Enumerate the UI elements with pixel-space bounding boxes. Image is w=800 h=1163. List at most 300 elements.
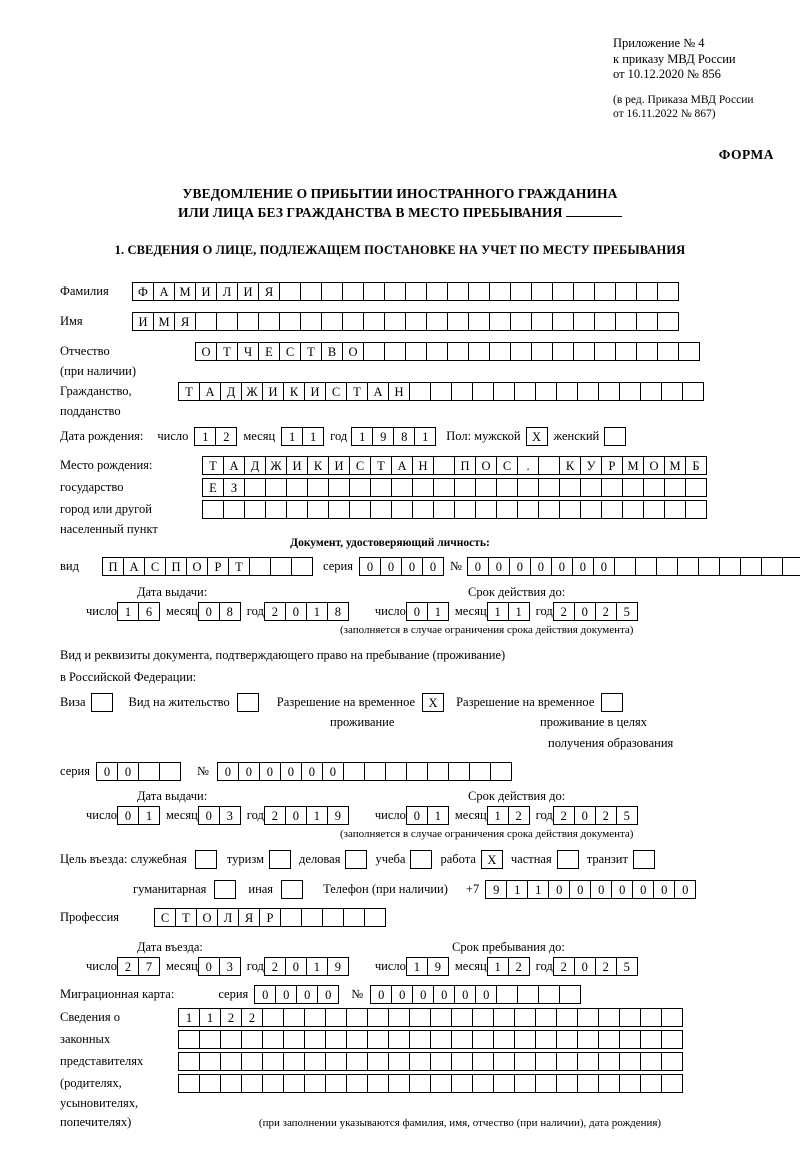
- char-cell[interactable]: Д: [244, 456, 266, 475]
- char-cell[interactable]: [661, 1008, 683, 1027]
- char-cell[interactable]: 1: [508, 602, 530, 621]
- identity-doc-kind-boxes[interactable]: [102, 557, 313, 576]
- char-cell[interactable]: 3: [219, 806, 241, 825]
- char-cell[interactable]: 1: [178, 1008, 200, 1027]
- char-cell[interactable]: 0: [296, 985, 318, 1004]
- stay-doc-issue-day-boxes[interactable]: [117, 806, 160, 825]
- char-cell[interactable]: [342, 282, 364, 301]
- char-cell[interactable]: Ж: [241, 382, 263, 401]
- char-cell[interactable]: [447, 312, 469, 331]
- char-cell[interactable]: 1: [138, 806, 160, 825]
- char-cell[interactable]: [265, 478, 287, 497]
- char-cell[interactable]: [349, 500, 371, 519]
- sex-female-checkbox[interactable]: [604, 427, 626, 446]
- char-cell[interactable]: [342, 312, 364, 331]
- char-cell[interactable]: [475, 500, 497, 519]
- char-cell[interactable]: С: [154, 908, 176, 927]
- char-cell[interactable]: Т: [175, 908, 197, 927]
- char-cell[interactable]: 8: [327, 602, 349, 621]
- char-cell[interactable]: [601, 478, 623, 497]
- entry-year-boxes[interactable]: [264, 957, 349, 976]
- char-cell[interactable]: [300, 282, 322, 301]
- char-cell[interactable]: 0: [380, 557, 402, 576]
- char-cell[interactable]: [409, 382, 431, 401]
- char-cell[interactable]: Я: [238, 908, 260, 927]
- char-cell[interactable]: 2: [117, 957, 139, 976]
- char-cell[interactable]: [615, 312, 637, 331]
- char-cell[interactable]: [559, 478, 581, 497]
- char-cell[interactable]: [598, 1052, 620, 1071]
- char-cell[interactable]: И: [262, 382, 284, 401]
- char-cell[interactable]: 1: [281, 427, 303, 446]
- char-cell[interactable]: [640, 1030, 662, 1049]
- char-cell[interactable]: [195, 312, 217, 331]
- char-cell[interactable]: 0: [198, 957, 220, 976]
- edu-residence-checkbox[interactable]: [601, 693, 623, 712]
- char-cell[interactable]: М: [664, 456, 686, 475]
- char-cell[interactable]: [535, 382, 557, 401]
- char-cell[interactable]: [559, 985, 581, 1004]
- char-cell[interactable]: У: [580, 456, 602, 475]
- char-cell[interactable]: 0: [574, 957, 596, 976]
- char-cell[interactable]: 0: [574, 602, 596, 621]
- char-cell[interactable]: [556, 1074, 578, 1093]
- char-cell[interactable]: 1: [194, 427, 216, 446]
- char-cell[interactable]: [426, 342, 448, 361]
- char-cell[interactable]: 0: [285, 957, 307, 976]
- legal-reps-row-3-boxes[interactable]: [178, 1052, 683, 1071]
- char-cell[interactable]: [426, 282, 448, 301]
- identity-doc-issue-month-boxes[interactable]: [198, 602, 241, 621]
- identity-doc-valid-month-boxes[interactable]: [487, 602, 530, 621]
- char-cell[interactable]: [283, 1052, 305, 1071]
- char-cell[interactable]: [661, 1052, 683, 1071]
- char-cell[interactable]: [594, 282, 616, 301]
- temp-residence-checkbox[interactable]: X: [422, 693, 444, 712]
- char-cell[interactable]: [573, 312, 595, 331]
- char-cell[interactable]: 9: [327, 957, 349, 976]
- char-cell[interactable]: [447, 282, 469, 301]
- char-cell[interactable]: .: [517, 456, 539, 475]
- char-cell[interactable]: [409, 1030, 431, 1049]
- char-cell[interactable]: Т: [228, 557, 250, 576]
- identity-doc-number-boxes[interactable]: [467, 557, 800, 576]
- char-cell[interactable]: [640, 1074, 662, 1093]
- char-cell[interactable]: [202, 500, 224, 519]
- char-cell[interactable]: [552, 282, 574, 301]
- char-cell[interactable]: 0: [359, 557, 381, 576]
- char-cell[interactable]: [531, 342, 553, 361]
- char-cell[interactable]: [451, 1030, 473, 1049]
- char-cell[interactable]: [349, 478, 371, 497]
- char-cell[interactable]: [430, 1074, 452, 1093]
- char-cell[interactable]: О: [342, 342, 364, 361]
- char-cell[interactable]: [363, 312, 385, 331]
- char-cell[interactable]: [249, 557, 271, 576]
- char-cell[interactable]: 0: [674, 880, 696, 899]
- char-cell[interactable]: 0: [467, 557, 489, 576]
- char-cell[interactable]: [573, 342, 595, 361]
- char-cell[interactable]: 0: [551, 557, 573, 576]
- char-cell[interactable]: [220, 1052, 242, 1071]
- char-cell[interactable]: [241, 1052, 263, 1071]
- stay-doc-series-boxes[interactable]: [96, 762, 181, 781]
- char-cell[interactable]: Т: [202, 456, 224, 475]
- char-cell[interactable]: [719, 557, 741, 576]
- char-cell[interactable]: Б: [685, 456, 707, 475]
- char-cell[interactable]: [614, 557, 636, 576]
- char-cell[interactable]: 5: [616, 602, 638, 621]
- char-cell[interactable]: [406, 762, 428, 781]
- char-cell[interactable]: [472, 1074, 494, 1093]
- char-cell[interactable]: [241, 1074, 263, 1093]
- char-cell[interactable]: 0: [406, 602, 428, 621]
- char-cell[interactable]: 0: [317, 985, 339, 1004]
- char-cell[interactable]: [328, 478, 350, 497]
- char-cell[interactable]: [325, 1052, 347, 1071]
- identity-doc-issue-day-boxes[interactable]: [117, 602, 160, 621]
- char-cell[interactable]: Р: [259, 908, 281, 927]
- char-cell[interactable]: [573, 282, 595, 301]
- char-cell[interactable]: [304, 1030, 326, 1049]
- char-cell[interactable]: [657, 312, 679, 331]
- entry-month-boxes[interactable]: [198, 957, 241, 976]
- char-cell[interactable]: [559, 500, 581, 519]
- char-cell[interactable]: 0: [422, 557, 444, 576]
- char-cell[interactable]: [451, 382, 473, 401]
- char-cell[interactable]: [262, 1052, 284, 1071]
- char-cell[interactable]: [262, 1030, 284, 1049]
- purpose-private-checkbox[interactable]: [557, 850, 579, 869]
- char-cell[interactable]: [598, 1074, 620, 1093]
- char-cell[interactable]: [451, 1052, 473, 1071]
- char-cell[interactable]: [514, 1074, 536, 1093]
- char-cell[interactable]: [220, 1030, 242, 1049]
- char-cell[interactable]: [279, 282, 301, 301]
- stay-doc-number-boxes[interactable]: [217, 762, 512, 781]
- char-cell[interactable]: [619, 1052, 641, 1071]
- char-cell[interactable]: [454, 478, 476, 497]
- legal-reps-row-2-boxes[interactable]: [178, 1030, 683, 1049]
- char-cell[interactable]: [517, 500, 539, 519]
- char-cell[interactable]: З: [223, 478, 245, 497]
- char-cell[interactable]: [598, 382, 620, 401]
- char-cell[interactable]: [291, 557, 313, 576]
- char-cell[interactable]: [664, 500, 686, 519]
- char-cell[interactable]: 0: [611, 880, 633, 899]
- char-cell[interactable]: [685, 500, 707, 519]
- char-cell[interactable]: [430, 1030, 452, 1049]
- char-cell[interactable]: 0: [530, 557, 552, 576]
- char-cell[interactable]: [468, 312, 490, 331]
- char-cell[interactable]: [430, 1008, 452, 1027]
- purpose-tourism-checkbox[interactable]: [269, 850, 291, 869]
- char-cell[interactable]: [636, 282, 658, 301]
- char-cell[interactable]: 1: [487, 806, 509, 825]
- char-cell[interactable]: 1: [506, 880, 528, 899]
- char-cell[interactable]: [619, 1074, 641, 1093]
- char-cell[interactable]: [556, 1008, 578, 1027]
- char-cell[interactable]: 1: [427, 806, 449, 825]
- char-cell[interactable]: 0: [569, 880, 591, 899]
- char-cell[interactable]: [510, 342, 532, 361]
- char-cell[interactable]: И: [328, 456, 350, 475]
- char-cell[interactable]: [433, 478, 455, 497]
- char-cell[interactable]: 0: [238, 762, 260, 781]
- legal-reps-row-1-boxes[interactable]: [178, 1008, 683, 1027]
- char-cell[interactable]: [433, 456, 455, 475]
- char-cell[interactable]: 8: [219, 602, 241, 621]
- stay-month-boxes[interactable]: [487, 957, 530, 976]
- char-cell[interactable]: [343, 762, 365, 781]
- char-cell[interactable]: [472, 1008, 494, 1027]
- char-cell[interactable]: 9: [372, 427, 394, 446]
- char-cell[interactable]: С: [325, 382, 347, 401]
- char-cell[interactable]: 0: [632, 880, 654, 899]
- char-cell[interactable]: И: [237, 282, 259, 301]
- char-cell[interactable]: [619, 382, 641, 401]
- char-cell[interactable]: [370, 500, 392, 519]
- stay-year-boxes[interactable]: [553, 957, 638, 976]
- char-cell[interactable]: 5: [616, 957, 638, 976]
- char-cell[interactable]: 0: [572, 557, 594, 576]
- char-cell[interactable]: [280, 908, 302, 927]
- stay-doc-valid-day-boxes[interactable]: [406, 806, 449, 825]
- char-cell[interactable]: 0: [254, 985, 276, 1004]
- char-cell[interactable]: 1: [302, 427, 324, 446]
- char-cell[interactable]: 0: [590, 880, 612, 899]
- char-cell[interactable]: 0: [412, 985, 434, 1004]
- char-cell[interactable]: [622, 478, 644, 497]
- migration-card-number-boxes[interactable]: [370, 985, 581, 1004]
- char-cell[interactable]: 1: [406, 957, 428, 976]
- char-cell[interactable]: [367, 1074, 389, 1093]
- char-cell[interactable]: 0: [475, 985, 497, 1004]
- char-cell[interactable]: [412, 478, 434, 497]
- char-cell[interactable]: [661, 1030, 683, 1049]
- char-cell[interactable]: 2: [553, 602, 575, 621]
- char-cell[interactable]: [490, 762, 512, 781]
- char-cell[interactable]: 0: [433, 985, 455, 1004]
- char-cell[interactable]: 0: [259, 762, 281, 781]
- char-cell[interactable]: [451, 1074, 473, 1093]
- char-cell[interactable]: А: [367, 382, 389, 401]
- purpose-work-checkbox[interactable]: X: [481, 850, 503, 869]
- char-cell[interactable]: 0: [198, 602, 220, 621]
- char-cell[interactable]: М: [622, 456, 644, 475]
- char-cell[interactable]: [472, 382, 494, 401]
- char-cell[interactable]: [535, 1052, 557, 1071]
- char-cell[interactable]: [325, 1030, 347, 1049]
- birth-day-boxes[interactable]: [194, 427, 237, 446]
- char-cell[interactable]: [601, 500, 623, 519]
- char-cell[interactable]: О: [186, 557, 208, 576]
- birth-month-boxes[interactable]: [281, 427, 324, 446]
- char-cell[interactable]: [178, 1074, 200, 1093]
- char-cell[interactable]: 0: [509, 557, 531, 576]
- char-cell[interactable]: [447, 342, 469, 361]
- char-cell[interactable]: [346, 1052, 368, 1071]
- char-cell[interactable]: С: [279, 342, 301, 361]
- char-cell[interactable]: [640, 1008, 662, 1027]
- char-cell[interactable]: [577, 1052, 599, 1071]
- char-cell[interactable]: О: [196, 908, 218, 927]
- char-cell[interactable]: 2: [595, 602, 617, 621]
- char-cell[interactable]: [556, 382, 578, 401]
- char-cell[interactable]: И: [286, 456, 308, 475]
- char-cell[interactable]: П: [102, 557, 124, 576]
- char-cell[interactable]: К: [559, 456, 581, 475]
- char-cell[interactable]: 2: [241, 1008, 263, 1027]
- char-cell[interactable]: 3: [219, 957, 241, 976]
- char-cell[interactable]: [409, 1074, 431, 1093]
- char-cell[interactable]: [384, 312, 406, 331]
- char-cell[interactable]: 1: [306, 602, 328, 621]
- char-cell[interactable]: [367, 1030, 389, 1049]
- birthplace-row-1-boxes[interactable]: [202, 456, 707, 475]
- purpose-transit-checkbox[interactable]: [633, 850, 655, 869]
- purpose-service-checkbox[interactable]: [195, 850, 217, 869]
- char-cell[interactable]: 0: [96, 762, 118, 781]
- stay-doc-valid-year-boxes[interactable]: [553, 806, 638, 825]
- char-cell[interactable]: [300, 312, 322, 331]
- char-cell[interactable]: П: [165, 557, 187, 576]
- char-cell[interactable]: 0: [406, 806, 428, 825]
- char-cell[interactable]: [469, 762, 491, 781]
- char-cell[interactable]: Д: [220, 382, 242, 401]
- migration-card-series-boxes[interactable]: [254, 985, 339, 1004]
- char-cell[interactable]: [364, 908, 386, 927]
- char-cell[interactable]: 2: [508, 806, 530, 825]
- char-cell[interactable]: [301, 908, 323, 927]
- char-cell[interactable]: [489, 282, 511, 301]
- char-cell[interactable]: [363, 282, 385, 301]
- char-cell[interactable]: [580, 478, 602, 497]
- char-cell[interactable]: 5: [616, 806, 638, 825]
- char-cell[interactable]: [388, 1008, 410, 1027]
- char-cell[interactable]: [159, 762, 181, 781]
- char-cell[interactable]: [577, 1074, 599, 1093]
- char-cell[interactable]: А: [123, 557, 145, 576]
- char-cell[interactable]: Я: [174, 312, 196, 331]
- legal-reps-row-4-boxes[interactable]: [178, 1074, 683, 1093]
- char-cell[interactable]: [283, 1074, 305, 1093]
- char-cell[interactable]: 9: [327, 806, 349, 825]
- char-cell[interactable]: 0: [322, 762, 344, 781]
- char-cell[interactable]: М: [153, 312, 175, 331]
- char-cell[interactable]: Т: [178, 382, 200, 401]
- char-cell[interactable]: 2: [220, 1008, 242, 1027]
- char-cell[interactable]: [426, 312, 448, 331]
- char-cell[interactable]: [321, 282, 343, 301]
- char-cell[interactable]: [468, 282, 490, 301]
- char-cell[interactable]: [322, 908, 344, 927]
- char-cell[interactable]: [514, 382, 536, 401]
- char-cell[interactable]: [577, 1030, 599, 1049]
- char-cell[interactable]: [493, 1030, 515, 1049]
- char-cell[interactable]: [388, 1074, 410, 1093]
- char-cell[interactable]: [678, 342, 700, 361]
- char-cell[interactable]: А: [199, 382, 221, 401]
- char-cell[interactable]: [517, 478, 539, 497]
- residence-permit-checkbox[interactable]: [237, 693, 259, 712]
- char-cell[interactable]: [619, 1008, 641, 1027]
- entry-day-boxes[interactable]: [117, 957, 160, 976]
- char-cell[interactable]: [405, 342, 427, 361]
- char-cell[interactable]: 2: [553, 806, 575, 825]
- char-cell[interactable]: [514, 1030, 536, 1049]
- purpose-business-checkbox[interactable]: [345, 850, 367, 869]
- char-cell[interactable]: [279, 312, 301, 331]
- char-cell[interactable]: [405, 312, 427, 331]
- char-cell[interactable]: [328, 500, 350, 519]
- char-cell[interactable]: Л: [216, 282, 238, 301]
- surname-boxes[interactable]: [132, 282, 679, 301]
- char-cell[interactable]: 0: [370, 985, 392, 1004]
- char-cell[interactable]: [391, 478, 413, 497]
- char-cell[interactable]: [661, 382, 683, 401]
- char-cell[interactable]: [325, 1074, 347, 1093]
- char-cell[interactable]: 2: [553, 957, 575, 976]
- char-cell[interactable]: [307, 478, 329, 497]
- char-cell[interactable]: [304, 1052, 326, 1071]
- char-cell[interactable]: [782, 557, 800, 576]
- char-cell[interactable]: [409, 1008, 431, 1027]
- char-cell[interactable]: 0: [217, 762, 239, 781]
- name-boxes[interactable]: [132, 312, 679, 331]
- purpose-other-checkbox[interactable]: [281, 880, 303, 899]
- char-cell[interactable]: [384, 342, 406, 361]
- char-cell[interactable]: [321, 312, 343, 331]
- purpose-study-checkbox[interactable]: [410, 850, 432, 869]
- char-cell[interactable]: [496, 500, 518, 519]
- char-cell[interactable]: [265, 500, 287, 519]
- char-cell[interactable]: [430, 382, 452, 401]
- char-cell[interactable]: 1: [117, 602, 139, 621]
- char-cell[interactable]: 2: [215, 427, 237, 446]
- char-cell[interactable]: К: [283, 382, 305, 401]
- char-cell[interactable]: 0: [574, 806, 596, 825]
- char-cell[interactable]: 9: [427, 957, 449, 976]
- char-cell[interactable]: [412, 500, 434, 519]
- char-cell[interactable]: [594, 312, 616, 331]
- char-cell[interactable]: [643, 478, 665, 497]
- char-cell[interactable]: [178, 1052, 200, 1071]
- char-cell[interactable]: 0: [285, 602, 307, 621]
- char-cell[interactable]: [346, 1030, 368, 1049]
- char-cell[interactable]: [325, 1008, 347, 1027]
- char-cell[interactable]: [237, 312, 259, 331]
- char-cell[interactable]: Ж: [265, 456, 287, 475]
- char-cell[interactable]: 1: [487, 602, 509, 621]
- char-cell[interactable]: [656, 557, 678, 576]
- char-cell[interactable]: [640, 382, 662, 401]
- char-cell[interactable]: Т: [300, 342, 322, 361]
- char-cell[interactable]: А: [223, 456, 245, 475]
- char-cell[interactable]: [514, 1008, 536, 1027]
- char-cell[interactable]: [286, 500, 308, 519]
- char-cell[interactable]: [448, 762, 470, 781]
- char-cell[interactable]: [472, 1052, 494, 1071]
- char-cell[interactable]: [677, 557, 699, 576]
- char-cell[interactable]: [220, 1074, 242, 1093]
- char-cell[interactable]: 0: [653, 880, 675, 899]
- char-cell[interactable]: [598, 1008, 620, 1027]
- char-cell[interactable]: [635, 557, 657, 576]
- char-cell[interactable]: 0: [391, 985, 413, 1004]
- char-cell[interactable]: 1: [351, 427, 373, 446]
- char-cell[interactable]: Р: [601, 456, 623, 475]
